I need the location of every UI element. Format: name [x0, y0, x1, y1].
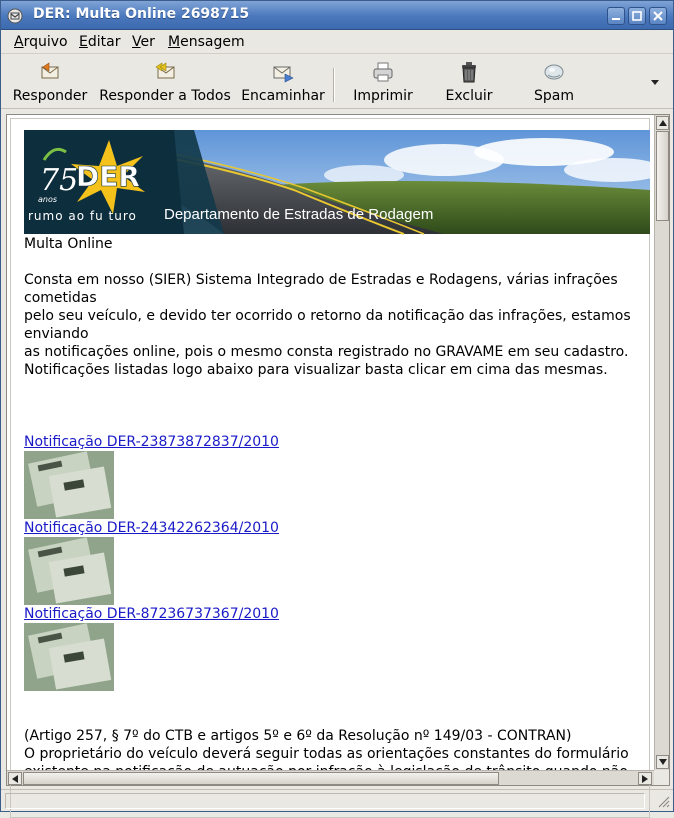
notification-thumbnail[interactable] [24, 537, 114, 605]
notification-link[interactable]: Notificação DER-87236737367/2010 [24, 606, 279, 622]
paragraph-line: cometidas [24, 290, 97, 306]
window-title: DER: Multa Online 2698715 [33, 6, 250, 22]
menu-label: er [140, 34, 155, 50]
reply-all-label: Responder a Todos [99, 88, 231, 104]
message-text [24, 235, 644, 781]
notification-link[interactable]: Notificação DER-24342262364/2010 [24, 520, 279, 536]
trash-icon [457, 60, 481, 84]
menu-arquivo[interactable] [14, 34, 68, 50]
scroll-down-button[interactable] [656, 755, 669, 769]
paragraph-line: as notificações online, pois o mesmo consta registrado no GRAVAME em seu cadastro. [24, 344, 629, 360]
der-banner [24, 130, 650, 234]
menu-label: ditar [87, 34, 121, 50]
mail-app-icon [7, 8, 23, 24]
maximize-button[interactable] [628, 7, 646, 25]
forward-button[interactable] [241, 60, 325, 106]
reply-icon [38, 60, 62, 84]
spam-button[interactable] [527, 60, 581, 106]
arrow-left-icon [12, 775, 18, 783]
paragraph-line: enviando [24, 326, 89, 342]
vertical-scroll-thumb[interactable] [656, 131, 669, 221]
arrow-down-icon [659, 759, 667, 765]
message-body[interactable] [7, 115, 655, 771]
menu-label: ensagem [180, 34, 245, 50]
notification-thumbnail[interactable] [24, 623, 114, 691]
delete-label: Excluir [445, 88, 493, 104]
menu-mnemonic: V [132, 34, 141, 50]
status-field [5, 793, 645, 809]
minimize-button[interactable] [607, 7, 625, 25]
scroll-up-button[interactable] [656, 116, 669, 130]
printer-icon [371, 60, 395, 84]
menu-mensagem[interactable] [168, 34, 245, 50]
vertical-scrollbar[interactable] [654, 115, 669, 771]
print-label: Imprimir [353, 88, 413, 104]
menu-editar[interactable] [79, 34, 120, 50]
forward-label: Encaminhar [241, 88, 325, 104]
menu-mnemonic: E [79, 34, 88, 50]
minimize-icon [611, 11, 621, 21]
close-button[interactable] [649, 7, 667, 25]
paragraph-line: Notificações listadas logo abaixo para visualizar basta clicar em cima das mesmas. [24, 362, 608, 378]
tagline-text: rumo ao fu turo [28, 209, 137, 223]
scrollbar-corner [654, 770, 669, 785]
print-button[interactable] [351, 60, 415, 106]
paragraph-line: Consta em nosso (SIER) Sistema Integrado de Estradas e Rodagens, várias infrações [24, 272, 618, 288]
resize-grip-icon[interactable] [656, 794, 670, 808]
toolbar [1, 54, 673, 109]
notification-link[interactable]: Notificação DER-23873872837/2010 [24, 434, 279, 450]
message-view [6, 114, 670, 786]
delete-button[interactable] [441, 60, 497, 106]
message-heading: Multa Online [24, 236, 113, 252]
paragraph-line: pelo seu veículo, e devido ter ocorrido o retorno da notificação das infrações, estamos [24, 308, 631, 324]
arrow-up-icon [659, 120, 667, 126]
menu-bar [1, 30, 673, 54]
toolbar-separator [333, 68, 335, 102]
spam-label: Spam [534, 88, 574, 104]
arrow-right-icon [642, 775, 648, 783]
forward-icon [271, 60, 295, 84]
close-icon [653, 11, 663, 21]
der-logo-text: DER [76, 160, 140, 193]
horizontal-scrollbar[interactable] [7, 770, 655, 785]
horizontal-scroll-thumb[interactable] [23, 772, 499, 785]
spam-icon [542, 60, 566, 84]
anos-text: anos [38, 195, 58, 204]
title-bar[interactable] [1, 1, 673, 30]
notification-thumbnail[interactable] [24, 451, 114, 519]
scroll-left-button[interactable] [8, 772, 22, 785]
scroll-right-button[interactable] [638, 772, 652, 785]
reply-all-icon [153, 60, 177, 84]
org-name-text: Departamento de Estradas de Rodagem [164, 206, 434, 223]
footer-line: (Artigo 257, § 7º do CTB e artigos 5º e 6º da Resolução nº 149/03 - CONTRAN) [24, 728, 572, 744]
toolbar-overflow-arrow-icon[interactable] [647, 74, 663, 90]
menu-mnemonic: M [168, 34, 181, 50]
menu-ver[interactable] [132, 34, 155, 50]
menu-mnemonic: A [14, 34, 24, 50]
svg-text:75: 75 [40, 163, 79, 198]
reply-label: Responder [12, 88, 88, 104]
reply-button[interactable] [11, 60, 89, 106]
status-bar [1, 789, 673, 811]
menu-label: rquivo [23, 34, 68, 50]
footer-line: O proprietário do veículo deverá seguir todas as orientações constantes do formulário [24, 746, 629, 762]
reply-all-button[interactable] [97, 60, 233, 106]
maximize-icon [632, 11, 642, 21]
